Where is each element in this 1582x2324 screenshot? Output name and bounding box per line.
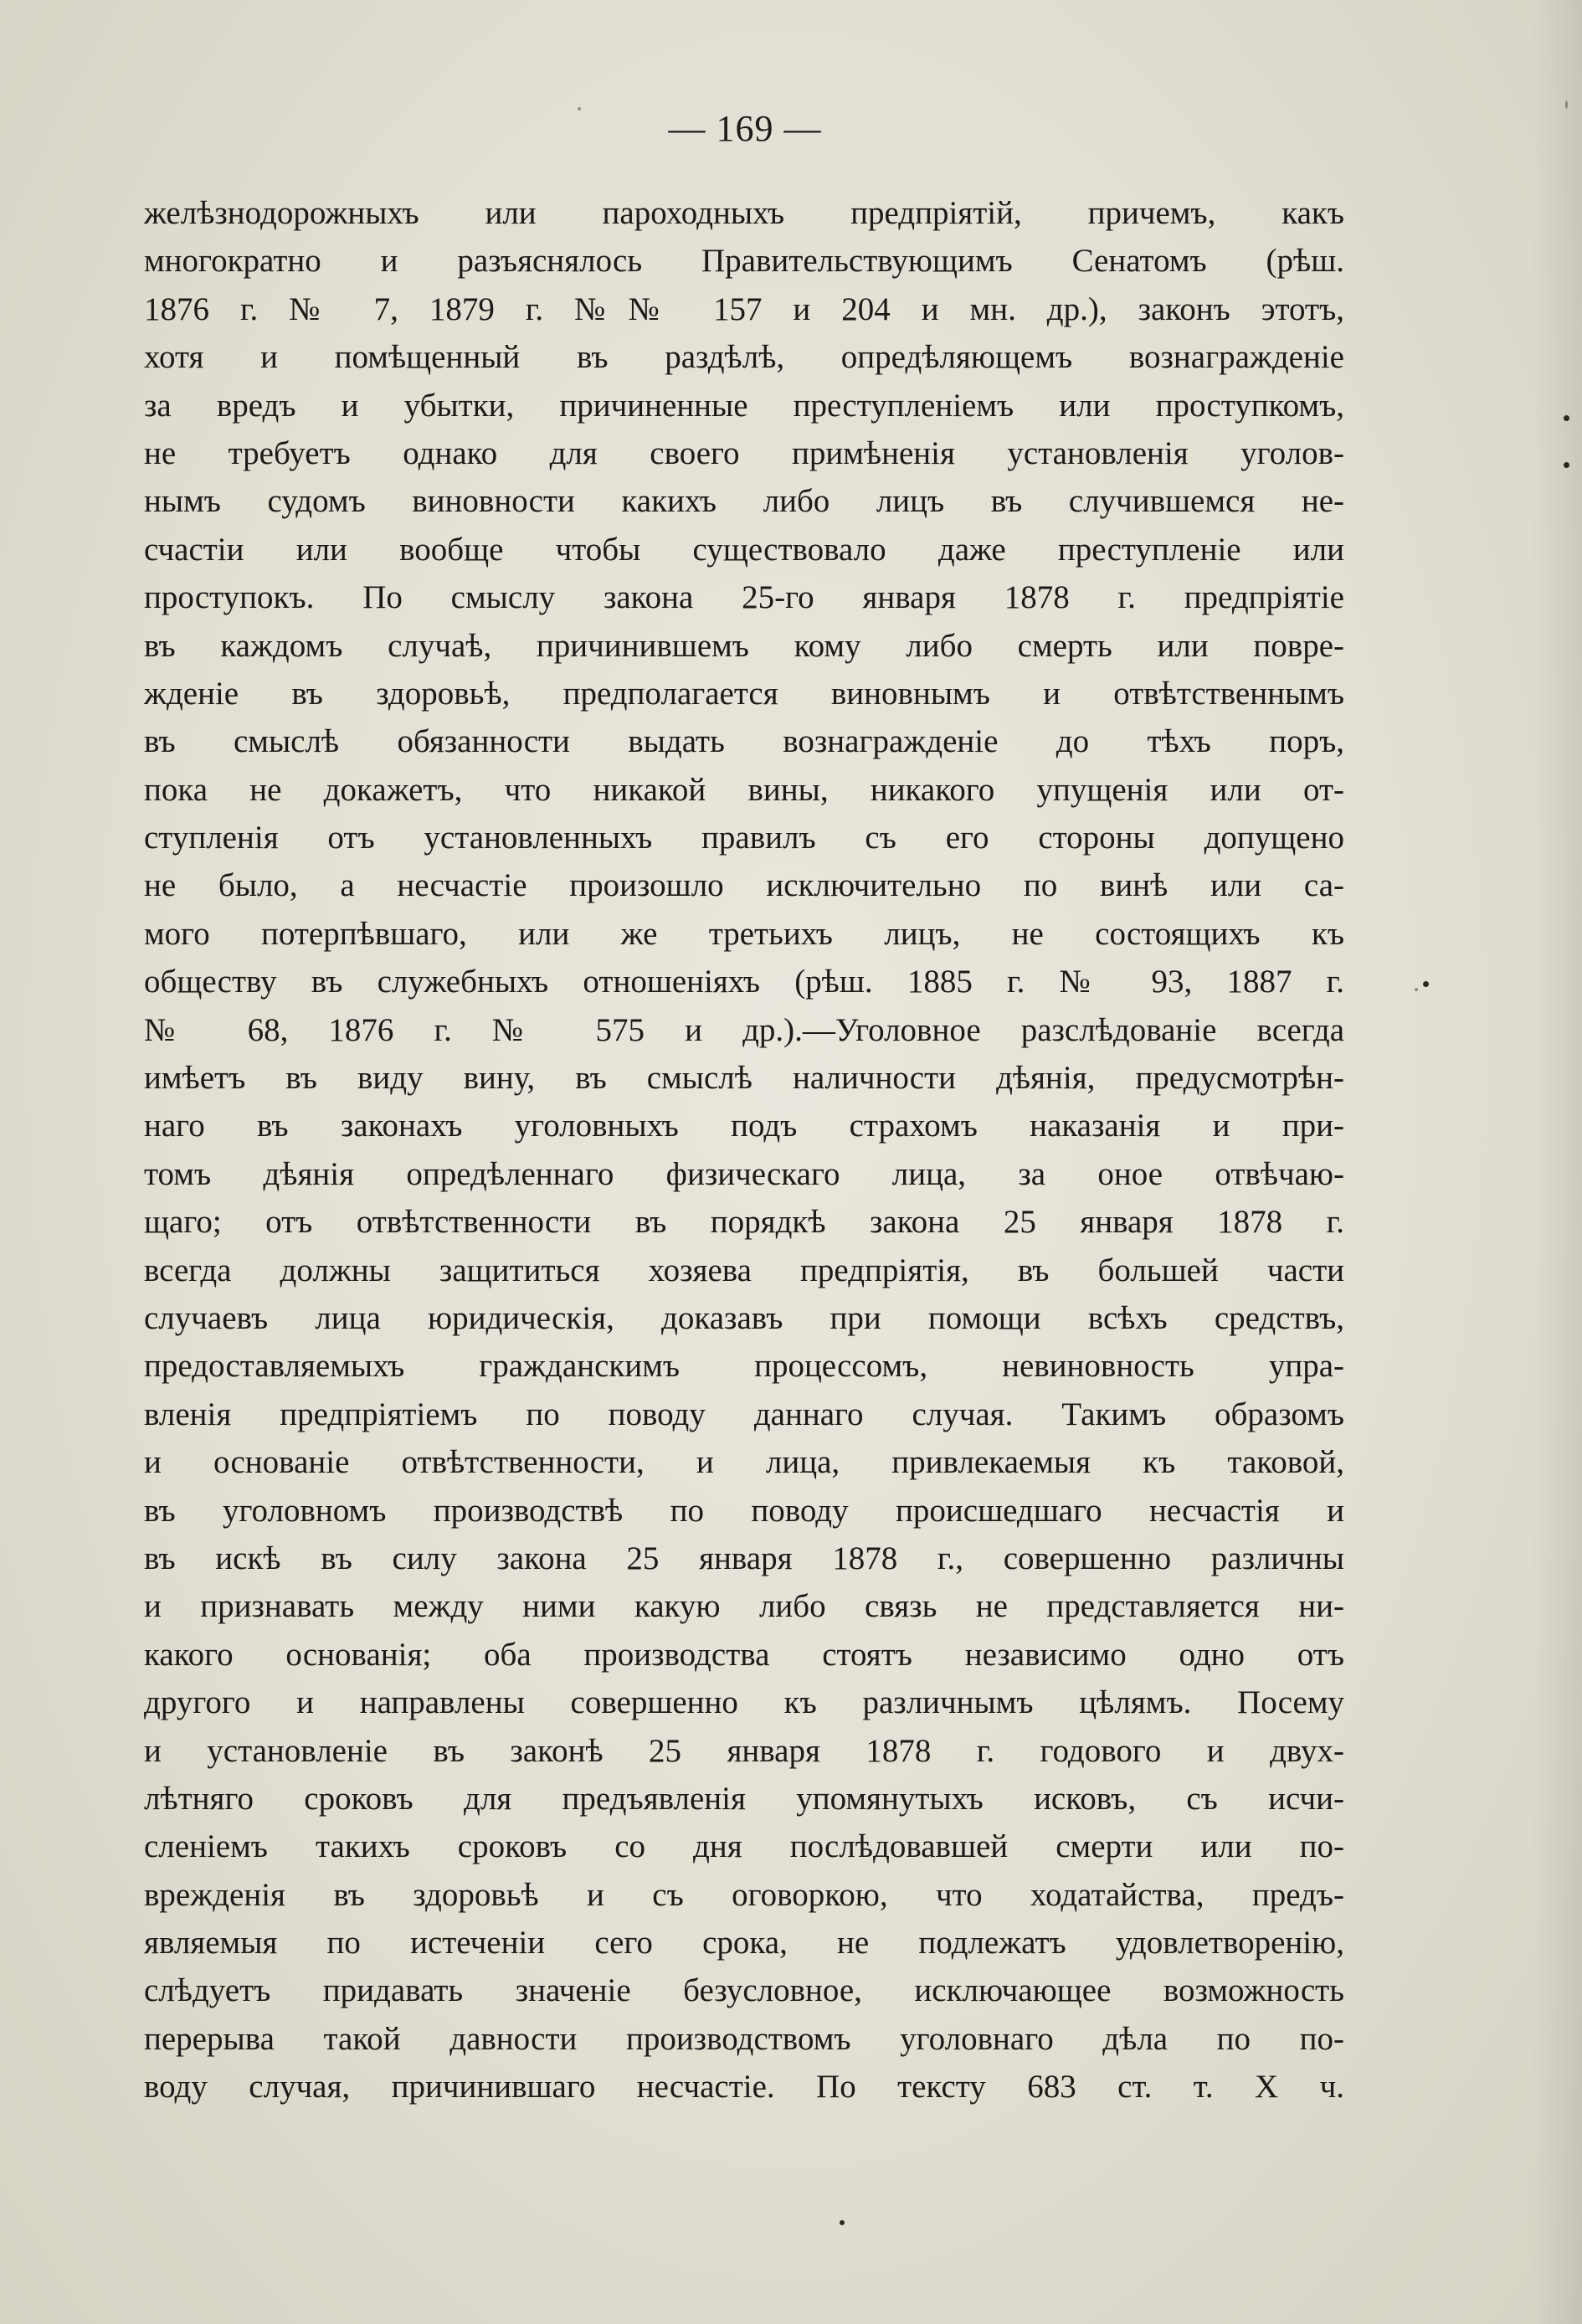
text-line: вленія предпріятіемъ по поводу даннаго случая. Такимъ образомъ (144, 1396, 1344, 1432)
text-line: не требуетъ однако для своего примѣненія установленія уголов- (144, 434, 1344, 471)
text-line: перерыва такой давности производствомъ уголовнаго дѣла по по- (144, 2020, 1344, 2057)
text-line: пока не докажетъ, что никакой вины, никакого упущенія или от- (144, 771, 1344, 808)
text-line: въ каждомъ случаѣ, причинившемъ кому либо смерть или повре- (144, 627, 1344, 664)
text-line: являемыя по истеченіи сего срока, не подлежатъ удовлетворенію, (144, 1925, 1344, 1962)
margin-dot-2 (1564, 462, 1569, 468)
text-line: за вредъ и убытки, причиненные преступленіемъ или проступкомъ, (144, 387, 1344, 424)
text-line: проступокъ. По смыслу закона 25-го января 1878 г. предпріятіе (144, 579, 1344, 616)
text-line: какого основанія; оба производства стоятъ независимо одно отъ (144, 1636, 1344, 1673)
page-number: — 169 — (668, 108, 822, 149)
text-line: обществу въ служебныхъ отношеніяхъ (рѣш. 1885 г. № 93, 1887 г. (144, 964, 1344, 1000)
text-line: предоставляемыхъ гражданскимъ процессомъ, невиновность упра- (144, 1348, 1344, 1385)
text-line: томъ дѣянія опредѣленнаго физическаго лица, за оное отвѣчаю- (144, 1155, 1344, 1192)
text-line: мого потерпѣвшаго, или же третьихъ лицъ, не состоящихъ къ (144, 915, 1344, 952)
text-line: въ искѣ въ силу закона 25 января 1878 г., совершенно различны (144, 1540, 1344, 1576)
text-line: ступленія отъ установленныхъ правилъ съ его стороны допущено (144, 820, 1344, 856)
text-line: въ уголовномъ производствѣ по поводу происшедшаго несчастія и (144, 1492, 1344, 1529)
paper-speck (1565, 100, 1568, 109)
text-line: имѣетъ въ виду вину, въ смыслѣ наличности дѣянія, предусмотрѣн- (144, 1060, 1344, 1097)
text-line: воду случая, причинившаго несчастіе. По тексту 683 ст. т. X ч. (144, 2069, 1344, 2105)
text-line: жденіе въ здоровьѣ, предполагается виновнымъ и отвѣтственнымъ (144, 675, 1344, 712)
paper-speck (1415, 988, 1418, 991)
margin-dot-4 (840, 2220, 845, 2225)
page-edge-shadow (1532, 0, 1582, 2324)
text-line: въ смыслѣ обязанности выдать вознагражденіе до тѣхъ поръ, (144, 723, 1344, 760)
text-line: и основаніе отвѣтственности, и лица, привлекаемыя къ таковой, (144, 1444, 1344, 1481)
text-line: другого и направлены совершенно къ различнымъ цѣлямъ. Посему (144, 1684, 1344, 1721)
text-line: и признавать между ними какую либо связь не представляется ни- (144, 1588, 1344, 1625)
text-line: сленіемъ такихъ сроковъ со дня послѣдовавшей смерти или по- (144, 1828, 1344, 1865)
text-line: врежденія въ здоровьѣ и съ оговоркою, что ходатайства, предъ- (144, 1876, 1344, 1913)
text-line: № 68, 1876 г. № 575 и др.).—Уголовное разслѣдованіе всегда (144, 1011, 1344, 1048)
text-line: слѣдуетъ придавать значеніе безусловное, исключающее возможность (144, 1972, 1344, 2009)
body-text (144, 189, 1344, 2111)
text-line: щаго; отъ отвѣтственности въ порядкѣ закона 25 января 1878 г. (144, 1204, 1344, 1241)
text-line: счастіи или вообще чтобы существовало даже преступленіе или (144, 531, 1344, 568)
text-line: хотя и помѣщенный въ раздѣлѣ, опредѣляющемъ вознагражденіе (144, 339, 1344, 376)
text-line: многократно и разъяснялось Правительствующимъ Сенатомъ (рѣш. (144, 243, 1344, 280)
text-line: желѣзнодорожныхъ или пароходныхъ предпріятій, причемъ, какъ (144, 195, 1344, 231)
text-line: лѣтняго сроковъ для предъявленія упомянутыхъ исковъ, съ исчи- (144, 1780, 1344, 1817)
margin-dot-1 (1564, 415, 1569, 421)
text-line: не было, а несчастіе произошло исключительно по винѣ или са- (144, 867, 1344, 904)
text-line: нымъ судомъ виновности какихъ либо лицъ въ случившемся не- (144, 483, 1344, 520)
margin-dot-3 (1423, 981, 1429, 987)
text-line: и установленіе въ законѣ 25 января 1878 г. годового и двух- (144, 1732, 1344, 1769)
text-line: наго въ законахъ уголовныхъ подъ страхомъ наказанія и при- (144, 1108, 1344, 1144)
text-line: 1876 г. № 7, 1879 г. №№ 157 и 204 и мн. др.), законъ этотъ, (144, 290, 1344, 327)
paper-speck (578, 107, 581, 111)
text-line: всегда должны защититься хозяева предпріятія, въ большей части (144, 1252, 1344, 1288)
text-line: случаевъ лица юридическія, доказавъ при помощи всѣхъ средствъ, (144, 1299, 1344, 1336)
